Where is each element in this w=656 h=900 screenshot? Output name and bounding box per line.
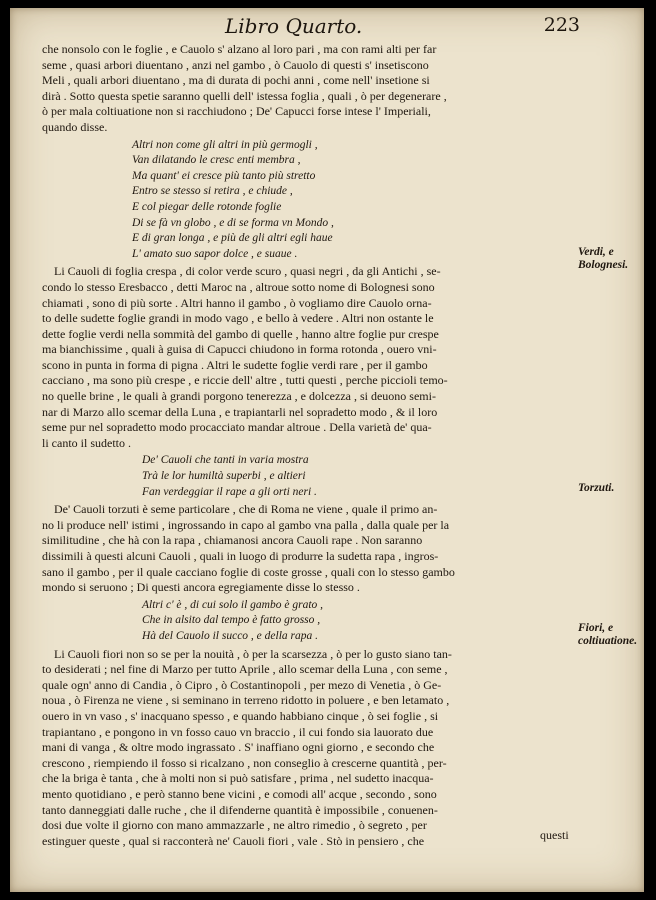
verse-line: Trà le lor humiltà superbi , e altieri bbox=[142, 470, 306, 483]
paragraph bbox=[42, 264, 582, 451]
verse-quotation bbox=[42, 138, 582, 263]
verse-line: Fan verdeggiar il rape a gli orti neri . bbox=[142, 485, 317, 498]
margin-note-torzuti bbox=[578, 482, 638, 495]
text-line: dirà . Sotto questa spetie saranno quelli dell' istessa foglia , quali , ò per degenerare , bbox=[42, 88, 447, 103]
text-line: mento quotidiano , e però stanno bene vicini , e comodi all' acque , secondo , sono bbox=[42, 786, 437, 801]
verse-line: Altri c' è , di cui solo il gambo è grato , bbox=[142, 598, 324, 611]
text-line: ma bianchissime , quali à guisa di Capucci chiudono in forma rotonda , ouero vni- bbox=[42, 342, 437, 357]
text-line: tanto danneggiati dalle ruche , che il difenderne quantità è impossibile , conuenen- bbox=[42, 802, 438, 817]
text-line: quando disse. bbox=[42, 119, 108, 134]
text-line: cacciano , ma sono più crespe , e riccie dell' altre , tutti questi , perche piccioli temo- bbox=[42, 373, 448, 388]
text-line: crescono , riempiendo il fosso si ricalzano , non conseglio à crescerne quantità , per- bbox=[42, 755, 447, 770]
verse-quotation bbox=[42, 453, 582, 500]
verse-line: Di se fà vn globo , e di se forma vn Mondo , bbox=[132, 216, 334, 229]
text-line: no quelle brine , le quali à grandi porgono tenerezza , e dolcezza , si deuono semi- bbox=[42, 389, 436, 404]
verse-line: Hà del Cauolo il succo , e della rapa . bbox=[142, 629, 318, 642]
verse-line: Che in alsito dal tempo è fatto grosso , bbox=[142, 614, 321, 627]
text-line: ouero in vn vaso , s' inacquano spesso , e quando habbiano cinque , ò sei foglie , si bbox=[42, 708, 439, 723]
page-number: 223 bbox=[543, 14, 580, 36]
margin-note-text: Verdi, e Bolognesi. bbox=[578, 246, 629, 271]
text-line: noua , ò Firenza ne viene , si seminano in terreno ridotto in poluere , e ben letamato , bbox=[42, 693, 450, 708]
text-line: Li Cauoli di foglia crespa , di color verde scuro , quasi negri , da gli Antichi , se- bbox=[54, 264, 441, 279]
text-line: Meli , quali arbori diuentano , ma di durata di pochi anni , come nell' insetione si bbox=[42, 73, 430, 88]
text-line: li canto il sudetto . bbox=[42, 435, 131, 450]
text-line: mondo si seruono ; Di questi ancora egregiamente disse lo stesso . bbox=[42, 580, 360, 595]
verse-line: Entro se stesso si retira , e chiude , bbox=[132, 185, 293, 198]
text-line: che nonsolo con le foglie , e Cauolo s' alzano al loro pari , ma con rami alti per far bbox=[42, 42, 437, 56]
text-line: similitudine , che hà con la rapa , chiamanosi ancora Cauoli rape . Non saranno bbox=[42, 533, 423, 548]
paragraph bbox=[42, 502, 582, 596]
margin-note-fiori bbox=[578, 622, 638, 648]
text-line: ò per mala coltiuatione non si racchiudono ; De' Capucci forse intese l' Imperiali, bbox=[42, 104, 431, 119]
verse-line: E di gran longa , e più de gli altri egli haue bbox=[132, 232, 333, 245]
text-line: trapiantano , e pongono in vn fosso cauo vn braccio , il cui fondo sia lauorato due bbox=[42, 724, 434, 739]
text-line: seme pur nel sopradetto modo procacciato mandar altroue . Della varietà de' qua- bbox=[42, 420, 432, 435]
margin-note-text: Torzuti. bbox=[578, 482, 615, 494]
text-line: chiamati , sono di più sorte . Altri hanno il gambo , ò vogliamo dire Cauolo orna- bbox=[42, 295, 432, 310]
text-line: dissimili à questi alcuni Cauoli , quali in luogo di produrre la sudetta rapa , ingros- bbox=[42, 549, 439, 563]
verse-line: De' Cauoli che tanti in varia mostra bbox=[142, 454, 309, 467]
text-line: che la briga è tanta , che à molti non si può satisfare , prima , nel sudetto inacqua- bbox=[42, 771, 434, 786]
paragraph bbox=[42, 647, 582, 850]
text-line: dosi due volte il giorno con mano ammazzarle , ne altro rimedio , ò segreto , per bbox=[42, 818, 427, 833]
page-body bbox=[42, 42, 582, 849]
text-line: mani di vanga , & oltre modo ingrassato . S' inaffiano ogni giorno , e secondo che bbox=[42, 740, 435, 755]
margin-note-text: Fiori, e coltiuatione. bbox=[578, 622, 638, 647]
page-header bbox=[10, 14, 644, 40]
catchword: questi bbox=[540, 828, 569, 842]
text-line: Li Cauoli fiori non so se per la nouità , ò per la scarsezza , ò per lo gusto siano tan- bbox=[54, 646, 452, 661]
text-line: De' Cauoli torzuti è seme particolare , che di Roma ne viene , quale il primo an- bbox=[54, 502, 438, 517]
text-line: scono in punta in forma di pigna . Altri le sudette foglie verdi rare , per il gambo bbox=[42, 357, 428, 372]
margin-note-verdi bbox=[578, 246, 638, 272]
text-line: dette foglie verdi nella sommità del gambo di quelle , hanno altre foglie pur crespe bbox=[42, 326, 439, 341]
verse-line: Van dilatando le cresc enti membra , bbox=[132, 154, 301, 167]
verse-line: Ma quant' ei cresce più tanto più stretto bbox=[132, 169, 316, 182]
text-line: condo lo stesso Eresbacco , detti Maroc na , altroue sotto nome di Bolognesi sono bbox=[42, 279, 435, 294]
verse-line: Altri non come gli altri in più germogli , bbox=[132, 138, 318, 151]
paragraph bbox=[42, 42, 582, 136]
book-page bbox=[10, 8, 644, 892]
running-title: Libro Quarto. bbox=[225, 14, 363, 38]
text-line: no li produce nell' istimi , ingrossando in capo al gambo vna palla , dalla quale per la bbox=[42, 517, 450, 532]
text-line: estinguer queste , qual si racconterà ne' Cauoli fiori , vale . Stò in pensiero , che bbox=[42, 833, 425, 848]
verse-quotation bbox=[42, 598, 582, 645]
verse-line: E col piegar delle rotonde foglie bbox=[132, 200, 282, 213]
text-line: to delle sudette foglie grandi in modo vago , e bello à vedere . Altri non ostante le bbox=[42, 311, 434, 326]
text-line: seme , quasi arbori diuentano , anzi nel gambo , ò Cauolo di questi s' insetiscono bbox=[42, 57, 429, 72]
verse-line: L' amato suo sapor dolce , e suaue . bbox=[132, 247, 298, 260]
text-line: to desiderati ; nel fine di Marzo per tutto Aprile , allo scemar della Luna , con seme , bbox=[42, 662, 448, 677]
text-line: nar di Marzo allo scemar della Luna , e trapiantarli nel sopradetto modo , & il loro bbox=[42, 404, 438, 419]
text-line: sano il gambo , per il quale cacciano foglie di coste grosse , quali con lo stesso gambo bbox=[42, 564, 455, 579]
text-line: quale ogn' anno di Candia , ò Cipro , ò Costantinopoli , per mezo di Venetia , ò Ge- bbox=[42, 677, 442, 692]
